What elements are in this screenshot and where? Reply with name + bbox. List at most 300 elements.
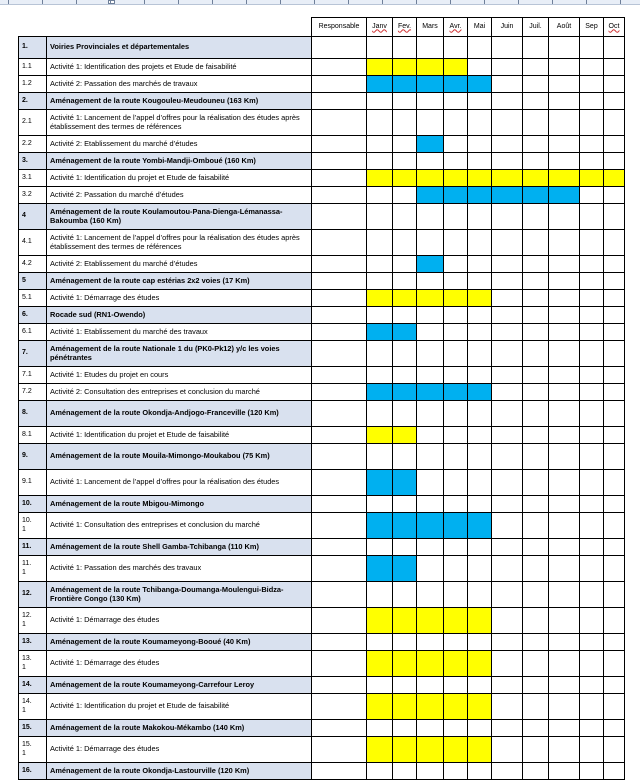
section-title: Aménagement de la route Koumameyong-Carrefour Leroy [47,677,312,694]
ruler-tick [450,0,451,4]
gantt-bar-yellow [417,290,444,307]
gantt-cell [580,59,604,76]
gantt-cell [604,110,625,136]
gantt-cell [549,694,580,720]
gantt-cell [468,136,492,153]
gantt-bar-blue [367,556,393,582]
gantt-bar-yellow [444,737,468,763]
section-row [19,401,625,427]
activity-description: Activité 1: Consultation des entreprises et conclusion du marché [47,513,312,539]
gantt-cell [580,153,604,170]
ruler-tick [382,0,383,4]
gantt-cell [492,651,523,677]
gantt-cell [523,651,549,677]
gantt-cell [604,694,625,720]
section-row [19,763,625,780]
gantt-cell [417,307,444,324]
gantt-cell [468,401,492,427]
gantt-cell [492,470,523,496]
gantt-cell [523,59,549,76]
gantt-cell [492,324,523,341]
gantt-cell [580,187,604,204]
gantt-cell [549,110,580,136]
gantt-bar-yellow [417,737,444,763]
gantt-cell [367,720,393,737]
activity-row [19,556,625,582]
gantt-cell [492,763,523,780]
gantt-body [19,37,625,780]
gantt-bar-yellow [393,737,417,763]
gantt-bar-yellow [393,170,417,187]
gantt-cell [393,153,417,170]
gantt-cell [549,324,580,341]
section-row [19,37,625,59]
ruler-tick [8,0,9,4]
row-number: 6.1 [19,324,47,341]
gantt-cell [444,582,468,608]
gantt-cell [492,513,523,539]
activity-description: Activité 2: Consultation des entreprises et conclusion du marché [47,384,312,401]
gantt-bar-blue [417,384,444,401]
month-header-fev: Fev. [393,18,417,37]
activity-description: Activité 1: Démarrage des études [47,737,312,763]
gantt-cell [604,496,625,513]
activity-description: Activité 1: Démarrage des études [47,651,312,677]
gantt-cell [492,341,523,367]
header-row [19,18,625,37]
header-blank [19,18,312,37]
gantt-cell [523,341,549,367]
gantt-cell [523,582,549,608]
gantt-cell [468,582,492,608]
gantt-cell [523,256,549,273]
gantt-cell [468,256,492,273]
row-number: 2.2 [19,136,47,153]
activity-description: Activité 1: Identification des projets et Etude de faisabilité [47,59,312,76]
gantt-cell [393,37,417,59]
ruler-tick [314,0,315,4]
ruler-tick [110,0,111,4]
activity-row [19,256,625,273]
gantt-cell [580,204,604,230]
gantt-cell [580,256,604,273]
gantt-cell [417,110,444,136]
gantt-cell [604,341,625,367]
row-number: 1. [19,37,47,59]
gantt-cell [580,444,604,470]
gantt-cell [523,737,549,763]
gantt-cell [580,582,604,608]
gantt-cell [549,230,580,256]
gantt-cell [468,204,492,230]
gantt-bar-blue [444,384,468,401]
gantt-cell [523,204,549,230]
month-header-mai: Mai [468,18,492,37]
activity-description: Activité 1: Identification du projet et Etude de faisabilité [47,427,312,444]
gantt-bar-yellow [393,427,417,444]
gantt-cell [492,694,523,720]
responsable-cell [312,170,367,187]
responsable-cell [312,384,367,401]
gantt-cell [393,136,417,153]
gantt-cell [549,290,580,307]
gantt-bar-blue [549,187,580,204]
gantt-cell [549,737,580,763]
gantt-cell [444,634,468,651]
gantt-cell [549,273,580,290]
row-number: 13. 1 [19,651,47,677]
section-title: Aménagement de la route Mouila-Mimongo-Moukabou (75 Km) [47,444,312,470]
gantt-bar-blue [417,513,444,539]
gantt-cell [367,187,393,204]
activity-description: Activité 1: Lancement de l’appel d’offres pour la réalisation des études après établissement des termes de références [47,230,312,256]
gantt-cell [549,307,580,324]
gantt-cell [549,153,580,170]
gantt-cell [393,273,417,290]
row-number: 4 [19,204,47,230]
gantt-table [18,17,625,780]
activity-row [19,694,625,720]
responsable-cell [312,694,367,720]
responsable-cell [312,187,367,204]
gantt-cell [367,273,393,290]
responsable-cell [312,324,367,341]
gantt-cell [468,556,492,582]
gantt-cell [549,76,580,93]
gantt-cell [604,427,625,444]
gantt-cell [468,470,492,496]
ruler-tick [484,0,485,4]
gantt-cell [492,290,523,307]
gantt-cell [492,307,523,324]
gantt-cell [367,677,393,694]
gantt-bar-yellow [367,694,393,720]
row-number: 1.2 [19,76,47,93]
ruler [0,0,640,5]
gantt-bar-yellow [367,170,393,187]
gantt-cell [468,634,492,651]
gantt-cell [367,582,393,608]
gantt-cell [444,324,468,341]
activity-row [19,76,625,93]
gantt-cell [417,556,444,582]
gantt-bar-yellow [444,170,468,187]
gantt-cell [580,290,604,307]
section-row [19,307,625,324]
gantt-cell [580,110,604,136]
gantt-cell [444,153,468,170]
gantt-cell [417,444,444,470]
gantt-cell [549,470,580,496]
gantt-cell [417,37,444,59]
gantt-cell [580,737,604,763]
gantt-cell [393,539,417,556]
section-row [19,341,625,367]
month-header-juil: Juil. [523,18,549,37]
gantt-cell [417,341,444,367]
responsable-cell [312,737,367,763]
responsable-cell [312,539,367,556]
row-number: 5 [19,273,47,290]
gantt-cell [393,187,417,204]
gantt-cell [444,763,468,780]
gantt-bar-blue [367,324,393,341]
ruler-tick [42,0,43,4]
gantt-bar-blue [468,76,492,93]
gantt-cell [549,720,580,737]
gantt-cell [492,367,523,384]
gantt-cell [580,539,604,556]
gantt-cell [393,401,417,427]
gantt-cell [580,634,604,651]
activity-row [19,427,625,444]
row-number: 15. 1 [19,737,47,763]
gantt-bar-blue [393,470,417,496]
gantt-cell [580,93,604,110]
gantt-cell [492,720,523,737]
gantt-cell [549,256,580,273]
month-header-juin: Juin [492,18,523,37]
gantt-cell [492,539,523,556]
gantt-cell [492,76,523,93]
gantt-cell [393,110,417,136]
responsable-cell [312,204,367,230]
gantt-cell [580,307,604,324]
gantt-cell [468,677,492,694]
gantt-cell [580,677,604,694]
section-title: Aménagement de la route cap estérias 2x2 voies (17 Km) [47,273,312,290]
month-header-aout: Août [549,18,580,37]
gantt-cell [604,384,625,401]
gantt-bar-blue [417,256,444,273]
gantt-cell [367,110,393,136]
activity-row [19,737,625,763]
gantt-cell [604,37,625,59]
activity-row [19,384,625,401]
gantt-cell [492,496,523,513]
gantt-cell [523,324,549,341]
gantt-cell [580,401,604,427]
gantt-bar-blue [417,136,444,153]
row-number: 6. [19,307,47,324]
gantt-bar-blue [492,187,523,204]
gantt-cell [417,230,444,256]
gantt-cell [580,651,604,677]
gantt-cell [492,634,523,651]
gantt-cell [492,582,523,608]
gantt-cell [523,677,549,694]
gantt-bar-blue [444,187,468,204]
gantt-bar-yellow [444,290,468,307]
activity-description: Activité 2: Etablissement du marché d’études [47,136,312,153]
gantt-cell [367,307,393,324]
gantt-cell [523,556,549,582]
activity-description: Activité 1: Passation des marchés des travaux [47,556,312,582]
gantt-cell [444,273,468,290]
gantt-cell [393,763,417,780]
responsable-cell [312,470,367,496]
gantt-cell [417,539,444,556]
gantt-cell [549,763,580,780]
gantt-cell [523,307,549,324]
section-row [19,539,625,556]
activity-row [19,651,625,677]
gantt-cell [523,539,549,556]
gantt-cell [417,324,444,341]
gantt-cell [468,763,492,780]
gantt-cell [604,444,625,470]
section-title: Aménagement de la route Mbigou-Mimongo [47,496,312,513]
gantt-bar-yellow [468,170,492,187]
gantt-cell [393,634,417,651]
section-title: Aménagement de la route Okondja-Andjogo-Franceville (120 Km) [47,401,312,427]
responsable-cell [312,230,367,256]
gantt-cell [367,634,393,651]
gantt-cell [580,496,604,513]
gantt-bar-blue [367,513,393,539]
row-number: 12. [19,582,47,608]
gantt-cell [417,367,444,384]
responsable-cell [312,401,367,427]
gantt-cell [417,401,444,427]
section-title: Aménagement de la route Okondja-Lastourville (120 Km) [47,763,312,780]
gantt-cell [523,230,549,256]
gantt-bar-yellow [367,608,393,634]
gantt-bar-blue [393,76,417,93]
responsable-cell [312,341,367,367]
section-title: Aménagement de la route Koulamoutou-Pana-Dienga-Lémanassa-Bakoumba (160 Km) [47,204,312,230]
gantt-cell [523,634,549,651]
row-number: 4.2 [19,256,47,273]
gantt-bar-yellow [393,290,417,307]
month-header-sep: Sep [580,18,604,37]
gantt-bar-yellow [417,170,444,187]
section-title: Aménagement de la route Nationale 1 du (PK0-Pk12) y/c les voies pénétrantes [47,341,312,367]
gantt-cell [444,444,468,470]
activity-row [19,324,625,341]
gantt-bar-blue [367,470,393,496]
gantt-cell [468,153,492,170]
gantt-bar-yellow [417,59,444,76]
responsable-cell [312,496,367,513]
section-row [19,496,625,513]
gantt-cell [580,367,604,384]
gantt-cell [468,444,492,470]
gantt-cell [604,720,625,737]
gantt-cell [444,556,468,582]
gantt-bar-yellow [417,694,444,720]
section-row [19,204,625,230]
gantt-bar-yellow [468,608,492,634]
gantt-cell [580,694,604,720]
gantt-cell [393,677,417,694]
gantt-cell [549,136,580,153]
activity-description: Activité 2: Passation du marché d’études [47,187,312,204]
gantt-cell [549,59,580,76]
gantt-cell [523,444,549,470]
gantt-cell [549,401,580,427]
responsable-cell [312,110,367,136]
gantt-bar-yellow [417,651,444,677]
responsable-cell [312,273,367,290]
gantt-bar-blue [444,76,468,93]
row-number: 2.1 [19,110,47,136]
gantt-bar-yellow [444,59,468,76]
gantt-cell [523,763,549,780]
gantt-cell [492,427,523,444]
responsable-cell [312,608,367,634]
month-header-janv: Janv [367,18,393,37]
gantt-cell [523,273,549,290]
section-title: Aménagement de la route Tchibanga-Doumanga-Moulengui-Bidza-Frontière Congo (130 Km) [47,582,312,608]
gantt-cell [492,136,523,153]
gantt-bar-yellow [492,170,523,187]
responsable-cell [312,76,367,93]
responsable-cell [312,720,367,737]
activity-row [19,110,625,136]
section-row [19,93,625,110]
gantt-cell [492,37,523,59]
responsable-cell [312,651,367,677]
section-row [19,677,625,694]
gantt-cell [580,324,604,341]
gantt-cell [417,204,444,230]
gantt-cell [367,256,393,273]
row-number: 3.2 [19,187,47,204]
responsable-cell [312,37,367,59]
section-row [19,634,625,651]
gantt-cell [580,556,604,582]
gantt-cell [417,470,444,496]
gantt-cell [549,93,580,110]
gantt-cell [367,367,393,384]
gantt-cell [444,720,468,737]
gantt-cell [444,110,468,136]
gantt-cell [444,470,468,496]
gantt-cell [604,401,625,427]
row-number: 10. [19,496,47,513]
gantt-bar-yellow [549,170,580,187]
section-row [19,273,625,290]
gantt-cell [523,110,549,136]
gantt-bar-yellow [468,694,492,720]
activity-description: Activité 2: Etablissement du marché d’études [47,256,312,273]
gantt-cell [393,307,417,324]
gantt-cell [580,513,604,539]
ruler-tick [76,0,77,4]
ruler-tick [416,0,417,4]
gantt-bar-yellow [367,290,393,307]
gantt-cell [468,367,492,384]
activity-row [19,367,625,384]
activity-row [19,230,625,256]
gantt-cell [523,136,549,153]
gantt-cell [604,204,625,230]
gantt-cell [580,384,604,401]
activity-description: Activité 2: Passation des marchés de travaux [47,76,312,93]
gantt-cell [468,110,492,136]
gantt-cell [444,341,468,367]
responsable-cell [312,307,367,324]
gantt-cell [492,204,523,230]
gantt-bar-blue [367,76,393,93]
gantt-cell [549,539,580,556]
gantt-cell [604,470,625,496]
gantt-bar-blue [468,384,492,401]
section-title: Aménagement de la route Makokou-Mékambo (140 Km) [47,720,312,737]
gantt-cell [549,444,580,470]
gantt-cell [549,608,580,634]
